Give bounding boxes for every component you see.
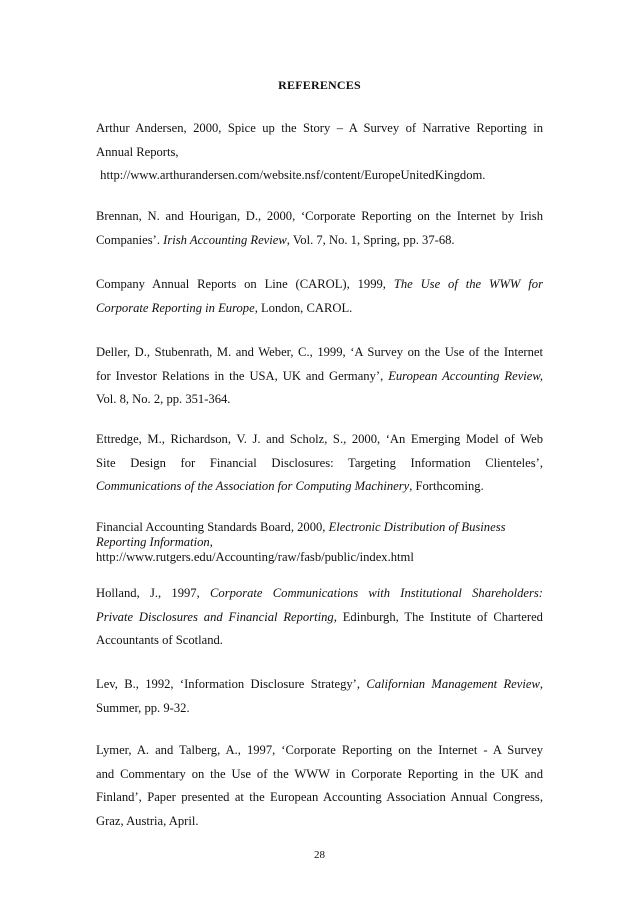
ref-text: Holland, J., 1997, (96, 586, 211, 600)
ref-line: and Commentary on the Use of the WWW in Corporate Reporting in the UK and (96, 766, 543, 781)
ref-text: Lev, B., 1992, ‘Information Disclosure Strategy’, (96, 677, 367, 691)
ref-title: Corporate Communications with Institutional Shareholders: (210, 586, 544, 600)
ref-journal: Communications of the Association for Computing Machinery (96, 479, 410, 493)
ref-url: http://www.rutgers.edu/Accounting/raw/fasb/public/index.html (96, 550, 414, 564)
ref-title: Reporting Information (96, 535, 210, 549)
ref-journal: Californian Management Review (366, 677, 540, 691)
reference-brennan (96, 205, 543, 252)
ref-line: Accountants of Scotland. (96, 633, 223, 647)
ref-journal: Irish Accounting Review (163, 232, 287, 247)
ref-line: Graz, Austria, April. (96, 813, 199, 828)
ref-text: Edinburgh, The Institute of Chartered (336, 609, 543, 624)
ref-line: Lymer, A. and Talberg, A., 1997, ‘Corporate Reporting on the Internet - A Survey (96, 743, 543, 757)
ref-text: for Investor Relations in the USA, UK and Germany’, (96, 368, 389, 383)
ref-line: Deller, D., Stubenrath, M. and Weber, C., 1999, ‘A Survey on the Use of the Internet (96, 345, 543, 359)
ref-line (96, 520, 543, 535)
ref-line (96, 535, 543, 550)
ref-line (96, 673, 543, 697)
ref-line: Arthur Andersen, 2000, Spice up the Story – A Survey of Narrative Reporting in (96, 121, 543, 135)
ref-line: Site Design for Financial Disclosures: Targeting Information Clienteles’, (96, 455, 543, 470)
ref-line: Summer, pp. 9-32. (96, 700, 190, 715)
ref-line (96, 273, 543, 297)
ref-line: Annual Reports, (96, 144, 179, 159)
ref-text: , Vol. 7, No. 1, Spring, pp. 37-68. (286, 232, 455, 247)
ref-title: The Use of the WWW for (393, 277, 543, 291)
ref-line (96, 582, 543, 606)
ref-title: Corporate Reporting in Europe, (96, 300, 258, 315)
ref-journal: European Accounting Review, (388, 368, 543, 383)
ref-text: , Forthcoming. (409, 479, 484, 493)
ref-text: , (539, 677, 543, 691)
page-number: 28 (314, 849, 325, 861)
document-page (96, 0, 543, 903)
ref-url: http://www.arthurandersen.com/website.nsf/content/EuropeUnitedKingdom. (97, 168, 486, 182)
ref-text: , (209, 535, 213, 549)
ref-text: Company Annual Reports on Line (CAROL), 1999, (96, 277, 394, 291)
references-heading: REFERENCES (278, 78, 361, 92)
reference-holland (96, 582, 543, 653)
ref-text: Financial Accounting Standards Board, 2000, (96, 520, 329, 534)
ref-title: Private Disclosures and Financial Reporting, (96, 609, 337, 624)
ref-line (96, 365, 543, 389)
ref-line: Ettredge, M., Richardson, V. J. and Scholz, S., 2000, ‘An Emerging Model of Web (96, 432, 543, 446)
reference-fasb (96, 520, 543, 565)
ref-line: Brennan, N. and Hourigan, D., 2000, ‘Corporate Reporting on the Internet by Irish (96, 209, 543, 223)
ref-line: Finland’, Paper presented at the European Accounting Association Annual Congress, (96, 790, 543, 804)
ref-line: Vol. 8, No. 2, pp. 351-364. (96, 392, 231, 406)
reference-ettredge (96, 428, 543, 499)
reference-andersen (96, 117, 543, 188)
ref-title: Electronic Distribution of Business (328, 520, 506, 534)
reference-carol (96, 273, 543, 320)
ref-line (96, 297, 543, 321)
reference-deller (96, 341, 543, 412)
ref-text: London, CAROL. (257, 300, 353, 315)
ref-text: Companies’. (96, 232, 164, 247)
reference-lev (96, 673, 543, 720)
ref-line (96, 606, 543, 630)
reference-lymer (96, 739, 543, 833)
ref-line (96, 229, 543, 253)
ref-line (96, 475, 543, 499)
